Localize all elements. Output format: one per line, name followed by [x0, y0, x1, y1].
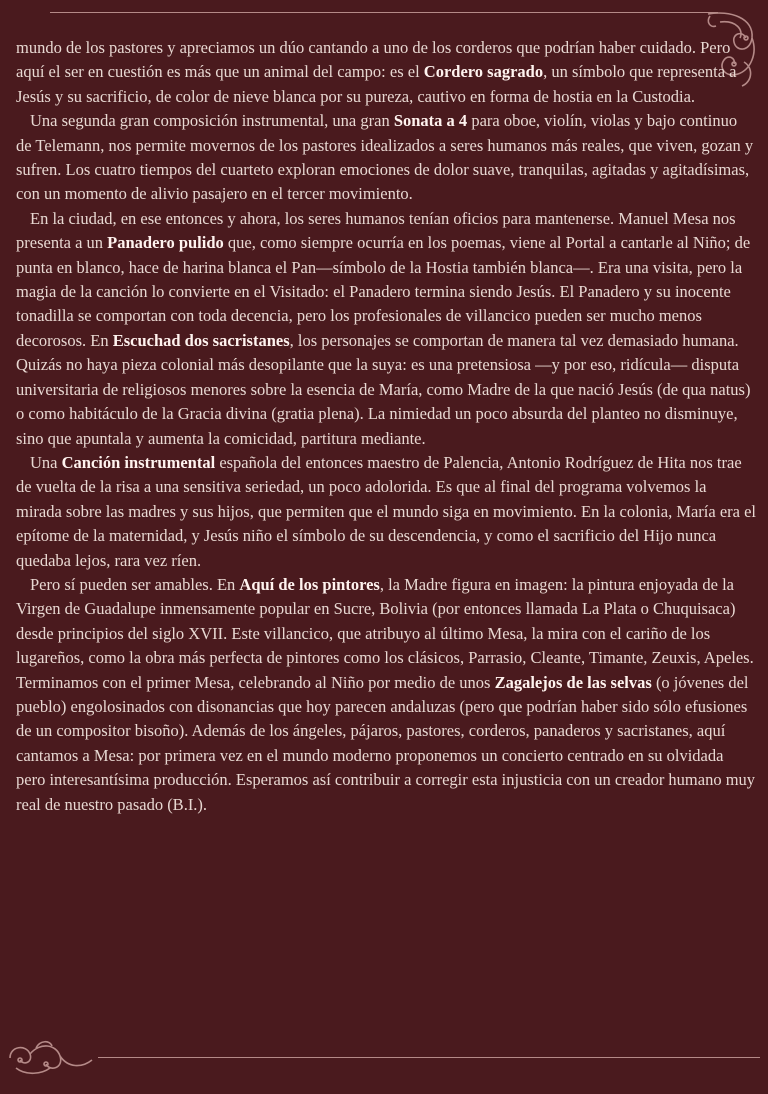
text-run: que, como siempre ocurría en los poemas, viene al Portal a cantarle al Niño; de punta en blanco, hace de harina blanca el Pan—símbolo de la Hostia también blanca—. Era una visita, pero la magia de la canción lo convierte en el Visitado: el Panadero termina siendo Jesús. El Panadero y su inocente tonadilla se comportan con toda decencia, pero los profesionales de villancico pueden ser mucho menos decorosos. En [16, 233, 751, 350]
text-run: , un símbolo que representa a Jesús y su sacrificio, de color de nieve blanca por su pureza, cautivo en forma de hostia en la Custodia. [16, 62, 737, 106]
text-run: Una segunda gran composición instrumental, una gran [30, 111, 394, 131]
bold-title: Zagalejos de las selvas [494, 672, 652, 692]
top-divider [50, 12, 718, 13]
paragraph [16, 207, 756, 451]
text-run: , los personajes se comportan de manera tal vez demasiado humana. Quizás no haya pieza colonial más desopilante que la suya: es una pretensiosa —y por eso, ridícula— disputa universitaria de religiosos menores sobre la esencia de María, como Madre de la que nació Jesús (de qua natus) o como habitáculo de la Gracia divina (gratia plena). La nimiedad un poco absurda del planteo no disminuye, sino que apuntala y aumenta la comicidad, partitura mediante. [16, 330, 751, 448]
paragraph [16, 109, 756, 207]
text-run: mundo de los pastores y apreciamos un dúo cantando a uno de los corderos que podrían haber cuidado. Pero aquí el ser en cuestión es más que un animal del campo: es el [16, 38, 731, 82]
text-run: (o jóvenes del pueblo) engolosinados con disonancias que hoy parecen andaluzas (pero que podrían haber sido sólo efusiones de un compositor bisoño). Además de los ángeles, pájaros, pastores, corderos, panaderos y sacristanes, aquí cantamos a Mesa: por primera vez en el mundo moderno proponemos un concierto centrado en su olvidada pero interesantísima producción. Esperamos así contribuir a corregir esta injusticia con un creador humano muy real de nuestro pasado (B.I.). [16, 672, 756, 814]
paragraph [16, 451, 756, 573]
paragraph [16, 36, 756, 109]
text-run: En la ciudad, en ese entonces y ahora, los seres humanos tenían oficios para mantenerse. Manuel Mesa nos presenta a un [16, 208, 736, 253]
bold-title: Escuchad dos sacristanes [112, 330, 290, 350]
article-body [16, 36, 756, 817]
text-run: , la Madre figura en imagen: la pintura enjoyada de la Virgen de Guadalupe inmensamente popular en Sucre, Bolivia (por entonces llamada La Plata o Chuquisaca) desde principios del siglo XVII. Este villancico, que atribuyo al último Mesa, la mira con el cariño de los lugareños, como la obra más perfecta de pintores como los clásicos, Parrasio, Cleante, Timante, Zeuxis, Apeles. Terminamos con el primer Mesa, celebrando al Niño por medio de unos [16, 574, 754, 692]
text-run: española del entonces maestro de Palencia, Antonio Rodríguez de Hita nos trae de vuelta de la risa a una sensitiva seriedad, un poco adolorida. Es que al final del programa volvemos la mirada sobre las madres y sus hijos, que permiten que el mundo siga en movimiento. En la colonia, María era el epítome de la maternidad, y Jesús niño el símbolo de su descendencia, y como el sacrificio del Hijo nunca quedaba lejos, rara vez ríen. [16, 452, 757, 570]
bold-title: Sonata a 4 [393, 111, 468, 131]
paragraph [16, 573, 756, 817]
bold-title: Canción instrumental [61, 452, 216, 472]
bottom-divider [98, 1057, 760, 1058]
bold-title: Cordero sagrado [423, 62, 544, 82]
bold-title: Aquí de los pintores [239, 574, 380, 594]
bold-title: Panadero pulido [107, 233, 224, 253]
text-run: Pero sí pueden ser amables. En [30, 574, 240, 594]
ornamental-flourish-icon [6, 1038, 96, 1082]
text-run: Una [30, 452, 62, 472]
text-run: para oboe, violín, violas y bajo continuo de Telemann, nos permite movernos de los pastores idealizados a seres humanos más reales, que viven, gozan y sufren. Los cuatro tiempos del cuarteto exploran emociones de dolor suave, tranquilas, agitadas y agitadísimas, con un momento de alivio pasajero en el tercer movimiento. [16, 111, 754, 204]
